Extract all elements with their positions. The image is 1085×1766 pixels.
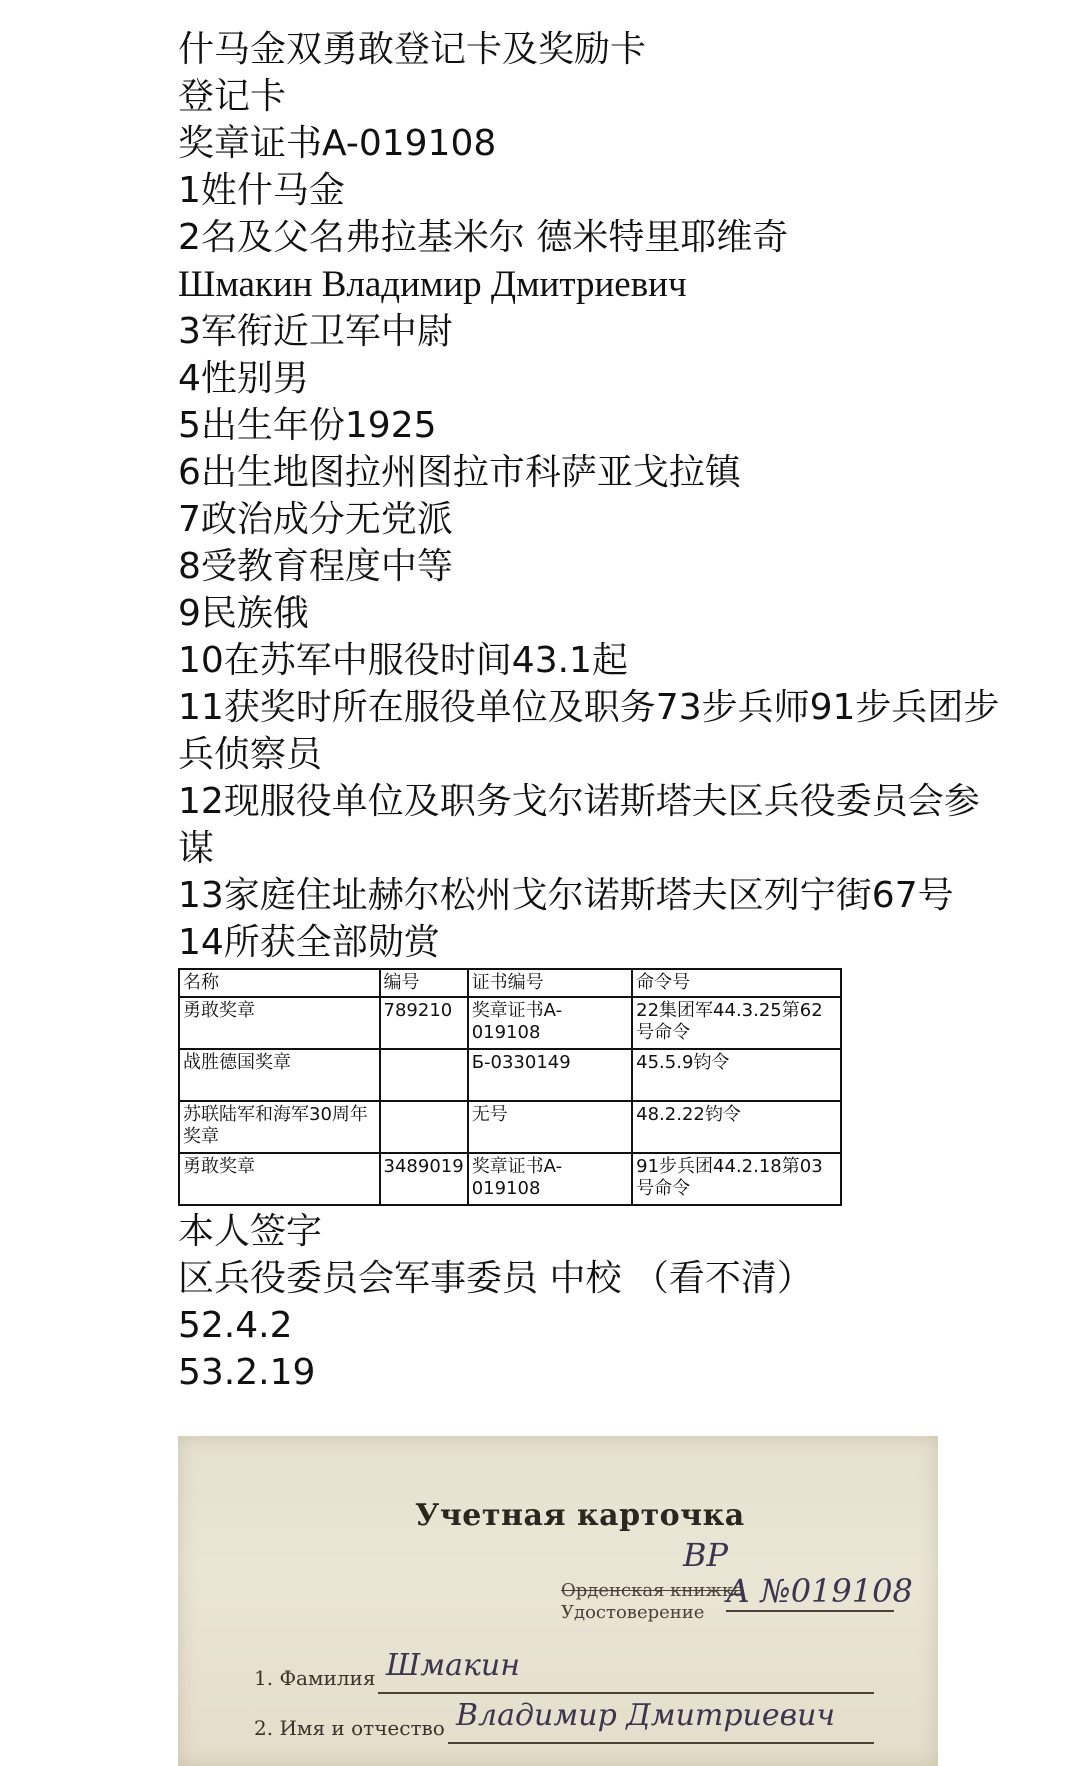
- header-name: 名称: [179, 969, 380, 997]
- own-signature: 本人签字: [178, 1211, 323, 1252]
- table-header-row: [179, 969, 841, 997]
- card-field-label-surname: 1. Фамилия: [254, 1666, 376, 1690]
- card-field-label-name: 2. Имя и отчество: [254, 1716, 445, 1740]
- awards-table: [178, 968, 842, 1206]
- cell-name: 勇敢奖章: [179, 997, 380, 1049]
- certificate-number: 奖章证书A-019108: [178, 123, 497, 164]
- cell-number: 789210: [380, 997, 468, 1049]
- field-sex: 4性别男: [178, 358, 309, 399]
- certificate-label: Удостоверение: [561, 1602, 705, 1623]
- handwritten-number: А №019108: [726, 1572, 913, 1610]
- header-number: 编号: [380, 969, 468, 997]
- field-rank: 3军衔近卫军中尉: [178, 311, 453, 352]
- field-party: 7政治成分无党派: [178, 499, 453, 540]
- commissar-signature: 区兵役委员会军事委员 中校 （看不清）: [178, 1258, 813, 1299]
- cell-certificate: 奖章证书A-019108: [468, 997, 632, 1049]
- table-row: [179, 997, 841, 1049]
- scanned-card-image: [178, 1436, 938, 1766]
- cell-order: 22集团军44.3.25第62号命令: [632, 997, 841, 1049]
- field-service-start: 10在苏军中服役时间43.1起: [178, 640, 628, 681]
- signature-block: [178, 1208, 1008, 1396]
- field-address: 13家庭住址赫尔松州戈尔诺斯塔夫区列宁街67号: [178, 875, 954, 916]
- cell-certificate: Б-0330149: [468, 1049, 632, 1101]
- cell-order: 91步兵团44.2.18第03号命令: [632, 1153, 841, 1205]
- card-title: Учетная карточка: [415, 1498, 745, 1533]
- table-row: [179, 1153, 841, 1205]
- name-underline: [448, 1742, 874, 1744]
- field-all-awards: 14所获全部勋赏: [178, 922, 440, 963]
- header-order: 命令号: [632, 969, 841, 997]
- field-nationality: 9民族俄: [178, 593, 309, 634]
- table-row: [179, 1049, 841, 1101]
- surname-underline: [378, 1692, 874, 1694]
- table-row: [179, 1101, 841, 1153]
- cell-order: 48.2.22钧令: [632, 1101, 841, 1153]
- field-surname: 1姓什马金: [178, 170, 345, 211]
- cell-number: 3489019: [380, 1153, 468, 1205]
- date-1: 52.4.2: [178, 1305, 293, 1346]
- cell-certificate: 无号: [468, 1101, 632, 1153]
- field-current-unit: 12现服役单位及职务戈尔诺斯塔夫区兵役委员会参谋: [178, 781, 980, 869]
- cell-number: [380, 1049, 468, 1101]
- card-type: 登记卡: [178, 76, 287, 117]
- cell-number: [380, 1101, 468, 1153]
- field-birthplace: 6出生地图拉州图拉市科萨亚戈拉镇: [178, 452, 741, 493]
- field-birth-year: 5出生年份1925: [178, 405, 437, 446]
- cell-certificate: 奖章证书A-019108: [468, 1153, 632, 1205]
- card-field-value-surname: Шмакин: [386, 1648, 520, 1683]
- card-field-value-name: Владимир Дмитриевич: [456, 1698, 836, 1733]
- number-underline: [726, 1610, 894, 1612]
- date-2: 53.2.19: [178, 1352, 316, 1393]
- cell-name: 苏联陆军和海军30周年奖章: [179, 1101, 380, 1153]
- russian-full-name: Шмакин Владимир Дмитриевич: [178, 264, 687, 305]
- cell-order: 45.5.9钧令: [632, 1049, 841, 1101]
- field-education: 8受教育程度中等: [178, 546, 453, 587]
- field-award-unit: 11获奖时所在服役单位及职务73步兵师91步兵团步兵侦察员: [178, 687, 1000, 775]
- doc-title: 什马金双勇敢登记卡及奖励卡: [178, 29, 647, 70]
- header-certificate: 证书编号: [468, 969, 632, 997]
- field-name-patronymic: 2名及父名弗拉基米尔 德米特里耶维奇: [178, 217, 789, 258]
- struck-text: Орденская книжка: [561, 1580, 744, 1601]
- cell-name: 勇敢奖章: [179, 1153, 380, 1205]
- handwritten-prefix: ВР: [683, 1536, 729, 1574]
- cell-name: 战胜德国奖章: [179, 1049, 380, 1101]
- transcription: [178, 26, 1008, 1396]
